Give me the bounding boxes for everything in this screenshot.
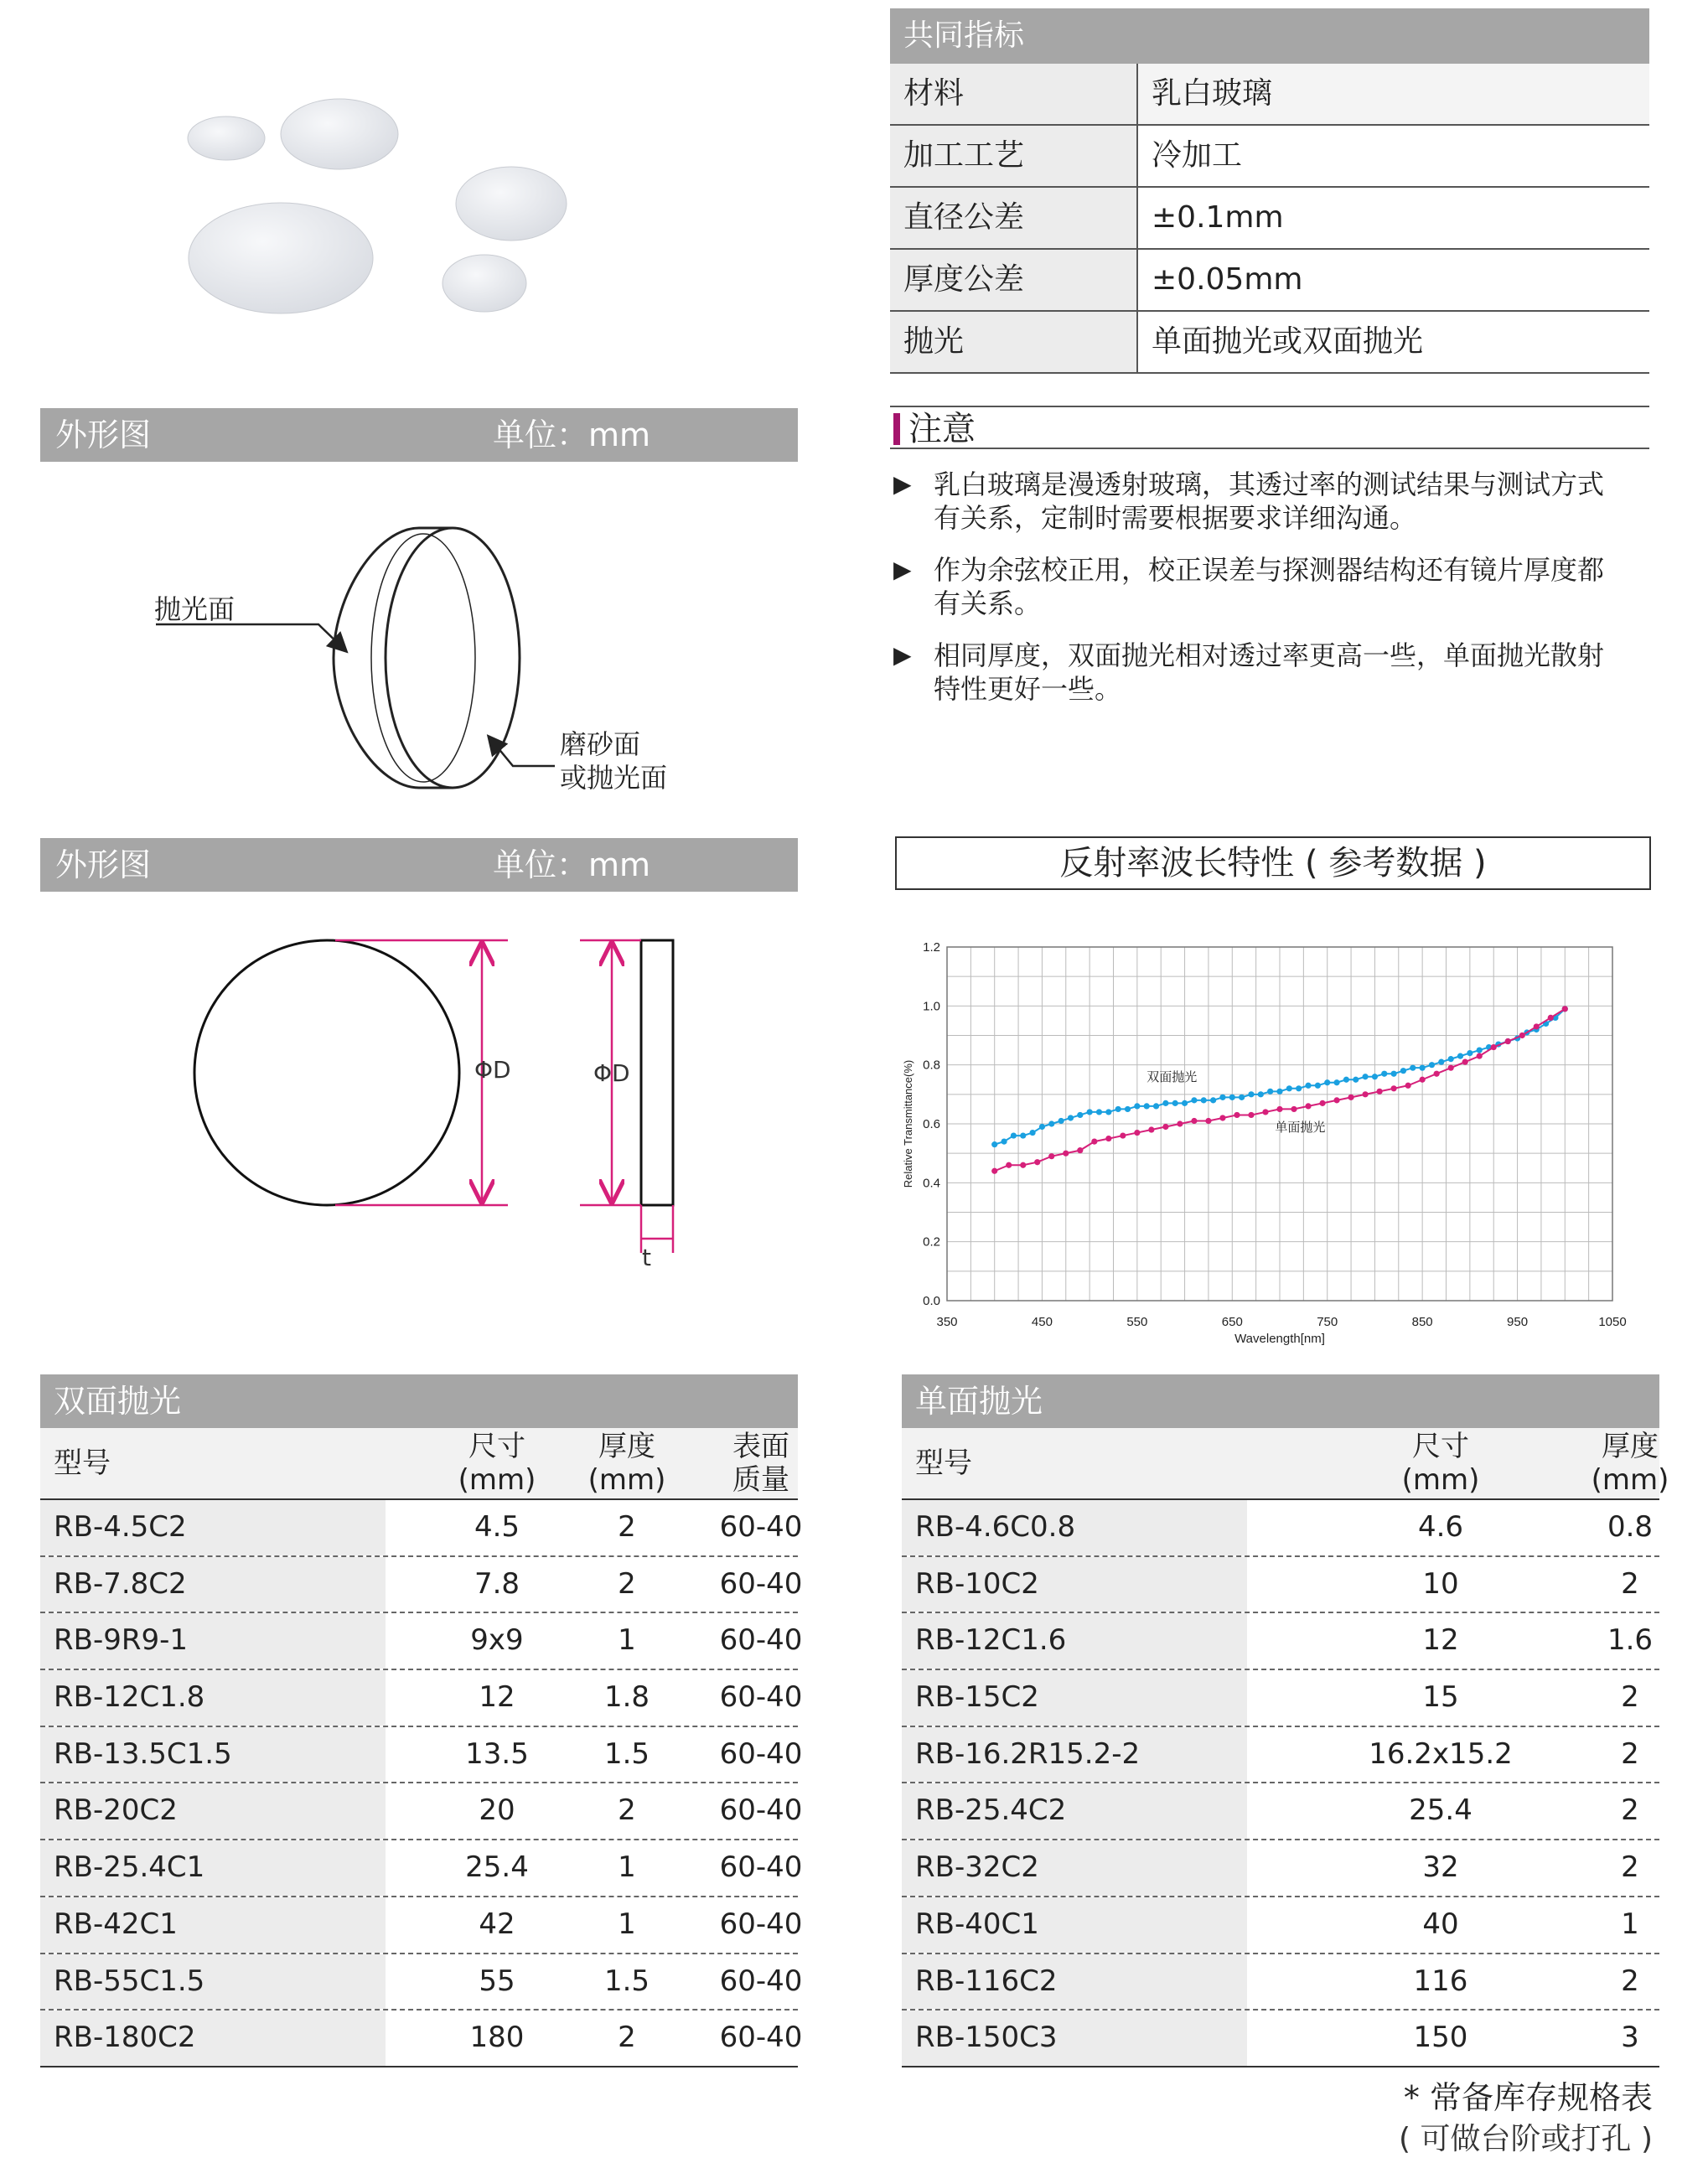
notes-mark <box>893 413 900 445</box>
table-row <box>902 1897 1659 1954</box>
label-thickness: t <box>642 1244 651 1271</box>
label-diameter-side: ΦD <box>593 1059 630 1087</box>
thick-cell: 0.8 <box>1607 1510 1654 1544</box>
bullet-triangle-icon: ▶ <box>893 470 912 498</box>
y-tick-label: 0.6 <box>923 1117 940 1131</box>
size-cell: 4.5 <box>474 1510 520 1544</box>
data-point <box>1477 1053 1483 1059</box>
size-cell: 150 <box>1413 2021 1468 2055</box>
table-row <box>902 1613 1659 1670</box>
chart-title: 反射率波长特性 ( 参考数据 ) <box>895 836 1651 890</box>
x-tick-label: 750 <box>1317 1315 1338 1329</box>
size-cell: 40 <box>1422 1907 1459 1941</box>
data-point <box>1144 1103 1150 1109</box>
data-point <box>1191 1097 1197 1103</box>
thick-cell: 2 <box>618 1566 636 1601</box>
data-point <box>1248 1112 1254 1118</box>
y-tick-label: 1.0 <box>923 999 940 1014</box>
disc-small-bottom <box>443 255 526 312</box>
quality-cell: 60-40 <box>719 1907 803 1941</box>
data-point <box>1372 1074 1378 1079</box>
single-table-header: 型号 尺寸 (mm) 厚度 (mm) <box>902 1428 1659 1500</box>
table-row <box>40 1897 803 1954</box>
table-row <box>40 1783 803 1840</box>
data-point <box>1162 1124 1168 1130</box>
table-row <box>902 1727 1659 1784</box>
thick-cell: 2 <box>618 1793 636 1828</box>
data-point <box>1534 1023 1540 1029</box>
size-cell: 180 <box>469 2021 525 2055</box>
data-point <box>1153 1103 1159 1109</box>
note-item: ▶ 乳白玻璃是漫透射玻璃，其透过率的测试结果与测试方式 有关系，定制时需要根据要求详细沟通。 <box>893 468 1605 534</box>
x-tick-label: 450 <box>1031 1315 1053 1329</box>
data-point <box>1457 1053 1463 1059</box>
data-point <box>1353 1077 1359 1083</box>
table-row <box>40 1557 803 1614</box>
note-item: ▶ 作为余弦校正用，校正误差与探测器结构还有镜片厚度都 有关系。 <box>893 554 1605 619</box>
bullet-triangle-icon: ▶ <box>893 641 912 669</box>
series-label-single: 单面抛光 <box>1275 1119 1326 1135</box>
data-point <box>1333 1097 1339 1103</box>
double-table-header: 型号 尺寸 (mm) 厚度 (mm) 表面 质量 <box>40 1428 798 1500</box>
model-cell: RB-9R9-1 <box>40 1613 386 1669</box>
data-point <box>1377 1089 1383 1095</box>
data-point <box>1477 1047 1483 1053</box>
size-cell: 10 <box>1422 1566 1459 1601</box>
data-point <box>1105 1109 1111 1115</box>
table-row <box>40 1613 803 1670</box>
table-row <box>902 2011 1659 2067</box>
data-point <box>1462 1059 1468 1065</box>
data-point <box>1020 1162 1026 1168</box>
data-point <box>1239 1095 1245 1100</box>
thick-cell: 2 <box>1621 1850 1639 1885</box>
size-cell: 25.4 <box>1409 1793 1473 1828</box>
data-point <box>1096 1109 1102 1115</box>
thick-cell: 1 <box>618 1850 636 1885</box>
size-cell: 20 <box>479 1793 515 1828</box>
thick-cell: 1 <box>618 1623 636 1658</box>
table-row <box>902 1670 1659 1727</box>
y-tick-label: 0.2 <box>923 1234 940 1250</box>
spec-table <box>890 8 1649 374</box>
spec-row: 厚度公差 ±0.05mm <box>890 250 1649 312</box>
data-point <box>991 1168 997 1174</box>
thick-cell: 1 <box>1621 1907 1639 1941</box>
disc-medium-top <box>281 99 398 169</box>
table-row <box>902 1500 1659 1557</box>
quality-cell: 60-40 <box>719 1680 803 1715</box>
table-row <box>902 1840 1659 1897</box>
size-cell: 7.8 <box>474 1566 520 1601</box>
data-point <box>1491 1044 1497 1050</box>
data-point <box>1077 1147 1083 1153</box>
outline1-title: 外形图 <box>55 417 152 453</box>
data-point <box>1134 1130 1140 1136</box>
quality-cell: 60-40 <box>719 1623 803 1658</box>
data-point <box>1381 1071 1387 1077</box>
data-point <box>1068 1115 1074 1120</box>
data-point <box>1120 1132 1126 1138</box>
thick-cell: 1.5 <box>603 1736 650 1771</box>
data-point <box>1029 1130 1035 1136</box>
data-point <box>1063 1151 1069 1157</box>
thick-cell: 1.6 <box>1607 1623 1654 1658</box>
data-point <box>1420 1077 1426 1083</box>
data-point <box>1420 1065 1426 1071</box>
dimension-drawing <box>168 922 704 1274</box>
data-point <box>1034 1159 1040 1165</box>
data-point <box>1348 1095 1353 1100</box>
outline1-header <box>40 408 798 462</box>
data-point <box>1205 1118 1211 1124</box>
x-tick-label: 550 <box>1126 1315 1148 1329</box>
data-point <box>1258 1091 1264 1097</box>
model-cell: RB-13.5C1.5 <box>40 1727 386 1783</box>
data-point <box>1562 1006 1568 1012</box>
model-cell: RB-4.6C0.8 <box>902 1500 1247 1555</box>
data-point <box>1091 1139 1097 1145</box>
data-point <box>1219 1095 1225 1100</box>
data-point <box>1324 1079 1330 1085</box>
size-cell: 13.5 <box>465 1736 529 1771</box>
data-point <box>1262 1109 1268 1115</box>
model-cell: RB-150C3 <box>902 2011 1247 2066</box>
data-point <box>1400 1068 1406 1074</box>
data-point <box>1048 1153 1054 1159</box>
product-photo <box>168 92 603 327</box>
data-point <box>1505 1038 1511 1044</box>
table-row <box>40 2011 803 2067</box>
model-cell: RB-15C2 <box>902 1670 1247 1726</box>
data-point <box>1039 1124 1045 1130</box>
quality-cell: 60-40 <box>719 1850 803 1885</box>
model-cell: RB-116C2 <box>902 1954 1247 2010</box>
model-cell: RB-40C1 <box>902 1897 1247 1953</box>
footnote-stock: * 常备库存规格表 <box>1403 2079 1653 2116</box>
thick-cell: 2 <box>1621 1964 1639 1998</box>
note-item: ▶ 相同厚度，双面抛光相对透过率更高一些，单面抛光散射 特性更好一些。 <box>893 639 1605 705</box>
outline2-header <box>40 838 798 892</box>
size-cell: 55 <box>479 1964 515 1998</box>
data-point <box>1519 1032 1525 1038</box>
y-tick-label: 0.4 <box>923 1176 940 1191</box>
data-point <box>1006 1162 1012 1168</box>
size-cell: 16.2x15.2 <box>1369 1736 1513 1771</box>
disc-medium-right <box>456 167 567 241</box>
bullet-triangle-icon: ▶ <box>893 556 912 583</box>
size-cell: 4.6 <box>1417 1510 1464 1544</box>
data-point <box>1333 1079 1339 1085</box>
data-point <box>1105 1136 1111 1141</box>
data-point <box>1001 1139 1007 1145</box>
disc-large <box>189 203 373 313</box>
y-tick-label: 1.2 <box>923 940 940 955</box>
table-row <box>40 1840 803 1897</box>
quality-cell: 60-40 <box>719 1510 803 1544</box>
model-cell: RB-180C2 <box>40 2011 386 2066</box>
quality-cell: 60-40 <box>719 1736 803 1771</box>
data-point <box>1219 1115 1225 1120</box>
data-point <box>1305 1083 1311 1089</box>
x-tick-label: 1050 <box>1598 1315 1627 1329</box>
data-point <box>1391 1085 1397 1091</box>
data-point <box>1148 1126 1154 1132</box>
thick-cell: 2 <box>618 1510 636 1544</box>
data-point <box>1410 1065 1416 1071</box>
table-row <box>40 1727 803 1784</box>
data-point <box>1087 1109 1093 1115</box>
data-point <box>1296 1085 1302 1091</box>
data-point <box>1305 1103 1311 1109</box>
model-cell: RB-10C2 <box>902 1557 1247 1612</box>
thick-cell: 2 <box>618 2021 636 2055</box>
data-point <box>1362 1091 1368 1097</box>
thick-cell: 1.5 <box>603 1964 650 1998</box>
spec-row: 抛光 单面抛光或双面抛光 <box>890 312 1649 374</box>
size-cell: 42 <box>479 1907 515 1941</box>
data-point <box>1343 1077 1349 1083</box>
model-cell: RB-16.2R15.2-2 <box>902 1727 1247 1783</box>
double-polish-table <box>40 1374 803 2067</box>
quality-cell: 60-40 <box>719 1964 803 1998</box>
x-tick-label: 650 <box>1221 1315 1243 1329</box>
data-point <box>1319 1100 1325 1106</box>
spec-row: 材料 乳白玻璃 <box>890 64 1649 126</box>
x-tick-label: 350 <box>936 1315 958 1329</box>
label-frosted-surface: 磨砂面 或抛光面 <box>560 728 668 794</box>
data-point <box>1182 1100 1188 1106</box>
size-cell: 12 <box>479 1680 515 1715</box>
size-cell: 9x9 <box>470 1623 524 1658</box>
data-point <box>1210 1097 1216 1103</box>
data-point <box>1172 1100 1178 1106</box>
quality-cell: 60-40 <box>719 2021 803 2055</box>
y-tick-label: 0.8 <box>923 1058 940 1073</box>
size-cell: 12 <box>1422 1623 1459 1658</box>
data-point <box>1162 1100 1168 1106</box>
data-point <box>1011 1132 1017 1138</box>
data-point <box>1362 1074 1368 1079</box>
x-axis-label: Wavelength[nm] <box>1234 1332 1325 1346</box>
data-point <box>1177 1120 1183 1126</box>
spec-title: 共同指标 <box>890 8 1649 64</box>
data-point <box>1276 1106 1282 1112</box>
data-point <box>1267 1089 1273 1095</box>
thick-cell: 2 <box>1621 1680 1639 1715</box>
data-point <box>1291 1106 1297 1112</box>
x-tick-label: 850 <box>1411 1315 1433 1329</box>
model-cell: RB-12C1.6 <box>902 1613 1247 1669</box>
quality-cell: 60-40 <box>719 1793 803 1828</box>
table-row <box>902 1954 1659 2011</box>
thick-cell: 1.8 <box>603 1680 650 1715</box>
thick-cell: 2 <box>1621 1793 1639 1828</box>
thick-cell: 2 <box>1621 1736 1639 1771</box>
data-point <box>1438 1059 1444 1065</box>
model-cell: RB-4.5C2 <box>40 1500 386 1555</box>
notes-title: 注意 <box>890 406 1649 449</box>
data-point <box>1020 1132 1026 1138</box>
thick-cell: 1 <box>618 1907 636 1941</box>
transmittance-chart <box>890 922 1661 1358</box>
disc-small-top <box>188 116 265 160</box>
data-point <box>1234 1112 1240 1118</box>
spec-row: 直径公差 ±0.1mm <box>890 188 1649 250</box>
spec-row: 加工工艺 冷加工 <box>890 126 1649 188</box>
data-point <box>1248 1091 1254 1097</box>
data-point <box>1125 1106 1131 1112</box>
data-point <box>1434 1071 1440 1077</box>
label-polished-surface: 抛光面 <box>154 593 235 625</box>
data-point <box>991 1141 997 1147</box>
data-point <box>1229 1095 1235 1100</box>
data-point <box>1134 1103 1140 1109</box>
size-cell: 15 <box>1422 1680 1459 1715</box>
footnote-custom: ( 可做台阶或打孔 ) <box>1399 2122 1653 2156</box>
data-point <box>1058 1118 1064 1124</box>
model-cell: RB-12C1.8 <box>40 1670 386 1726</box>
x-tick-label: 950 <box>1507 1315 1529 1329</box>
thick-cell: 3 <box>1621 2021 1639 2055</box>
data-point <box>1391 1071 1397 1077</box>
y-tick-label: 0.0 <box>923 1294 940 1308</box>
size-cell: 25.4 <box>465 1850 529 1885</box>
table-row <box>40 1670 803 1727</box>
model-cell: RB-55C1.5 <box>40 1954 386 2010</box>
data-point <box>1448 1065 1454 1071</box>
data-point <box>1286 1085 1292 1091</box>
table-row <box>902 1783 1659 1840</box>
series-label-double: 双面抛光 <box>1146 1069 1198 1085</box>
data-point <box>1201 1097 1207 1103</box>
data-point <box>1548 1015 1554 1021</box>
table-row <box>40 1500 803 1557</box>
data-point <box>1048 1120 1054 1126</box>
outline2-unit: 单位：mm <box>493 846 651 883</box>
y-axis-label: Relative Transmittance(%) <box>902 1059 914 1188</box>
data-point <box>1429 1062 1435 1068</box>
single-table-title: 单面抛光 <box>902 1374 1659 1428</box>
data-point <box>1115 1106 1121 1112</box>
model-cell: RB-25.4C1 <box>40 1840 386 1896</box>
data-point <box>1276 1089 1282 1095</box>
single-polish-table <box>902 1374 1669 2067</box>
table-row <box>40 1954 803 2011</box>
data-point <box>1405 1083 1411 1089</box>
thick-cell: 2 <box>1621 1566 1639 1601</box>
data-point <box>1315 1083 1321 1089</box>
data-point <box>1448 1056 1454 1062</box>
size-cell: 116 <box>1413 1964 1468 1998</box>
model-cell: RB-25.4C2 <box>902 1783 1247 1839</box>
model-cell: RB-7.8C2 <box>40 1557 386 1612</box>
data-point <box>1191 1118 1197 1124</box>
size-cell: 32 <box>1422 1850 1459 1885</box>
double-table-title: 双面抛光 <box>40 1374 798 1428</box>
outline1-unit: 单位：mm <box>493 417 651 453</box>
label-diameter-front: ΦD <box>474 1056 511 1084</box>
model-cell: RB-42C1 <box>40 1897 386 1953</box>
table-row <box>902 1557 1659 1614</box>
model-cell: RB-32C2 <box>902 1840 1247 1896</box>
model-cell: RB-20C2 <box>40 1783 386 1839</box>
data-point <box>1467 1050 1473 1056</box>
data-point <box>1077 1112 1083 1118</box>
outline2-title: 外形图 <box>55 846 152 883</box>
quality-cell: 60-40 <box>719 1566 803 1601</box>
